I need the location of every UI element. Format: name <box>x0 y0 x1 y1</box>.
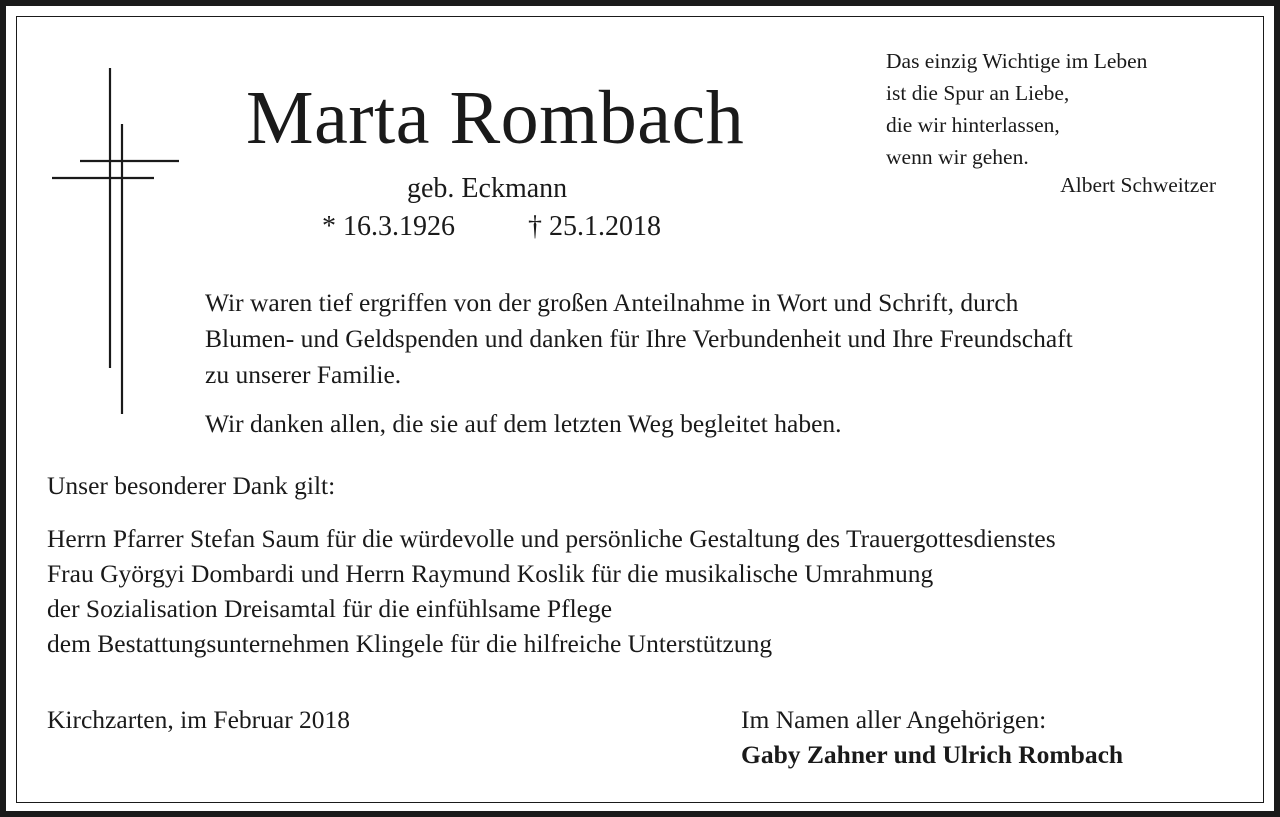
quote-line: Das einzig Wichtige im Leben <box>886 49 1148 73</box>
list-item: der Sozialisation Dreisamtal für die einfühlsame Pflege <box>47 594 613 623</box>
maiden-name: geb. Eckmann <box>407 173 568 204</box>
quote-line: wenn wir gehen. <box>886 145 1029 169</box>
list-item: Frau Györgyi Dombardi und Herrn Raymund Koslik für die musikalische Umrahmung <box>47 559 934 588</box>
signature-names: Gaby Zahner und Ulrich Rombach <box>741 740 1124 769</box>
special-thanks-list <box>47 521 1056 661</box>
quote-line: ist die Spur an Liebe, <box>886 81 1070 105</box>
quote-line: die wir hinterlassen, <box>886 113 1060 137</box>
paragraph-line: Blumen- und Geldspenden und danken für Ihre Verbundenheit und Ihre Freundschaft <box>205 324 1073 353</box>
paragraph-line: zu unserer Familie. <box>205 360 402 389</box>
deceased-name: Marta Rombach <box>246 76 745 160</box>
list-item: Herrn Pfarrer Stefan Saum für die würdevolle und persönliche Gestaltung des Trauergottesdienstes <box>47 524 1056 553</box>
cross-icon <box>50 66 182 416</box>
quote-author: Albert Schweitzer <box>1060 173 1216 197</box>
thanks-paragraph-1 <box>205 285 1073 393</box>
birth-date: * 16.3.1926 <box>322 211 455 242</box>
place-date: Kirchzarten, im Februar 2018 <box>47 705 351 734</box>
special-thanks-heading: Unser besonderer Dank gilt: <box>47 471 336 500</box>
paragraph-line: Wir waren tief ergriffen von der großen Anteilnahme in Wort und Schrift, durch <box>205 288 1019 317</box>
signature-intro: Im Namen aller Angehörigen: <box>741 705 1047 734</box>
quote <box>886 45 1147 173</box>
list-item: dem Bestattungsunternehmen Klingele für die hilfreiche Unterstützung <box>47 629 773 658</box>
death-date: † 25.1.2018 <box>528 211 661 242</box>
thanks-paragraph-2: Wir danken allen, die sie auf dem letzten Weg begleitet haben. <box>205 409 842 438</box>
